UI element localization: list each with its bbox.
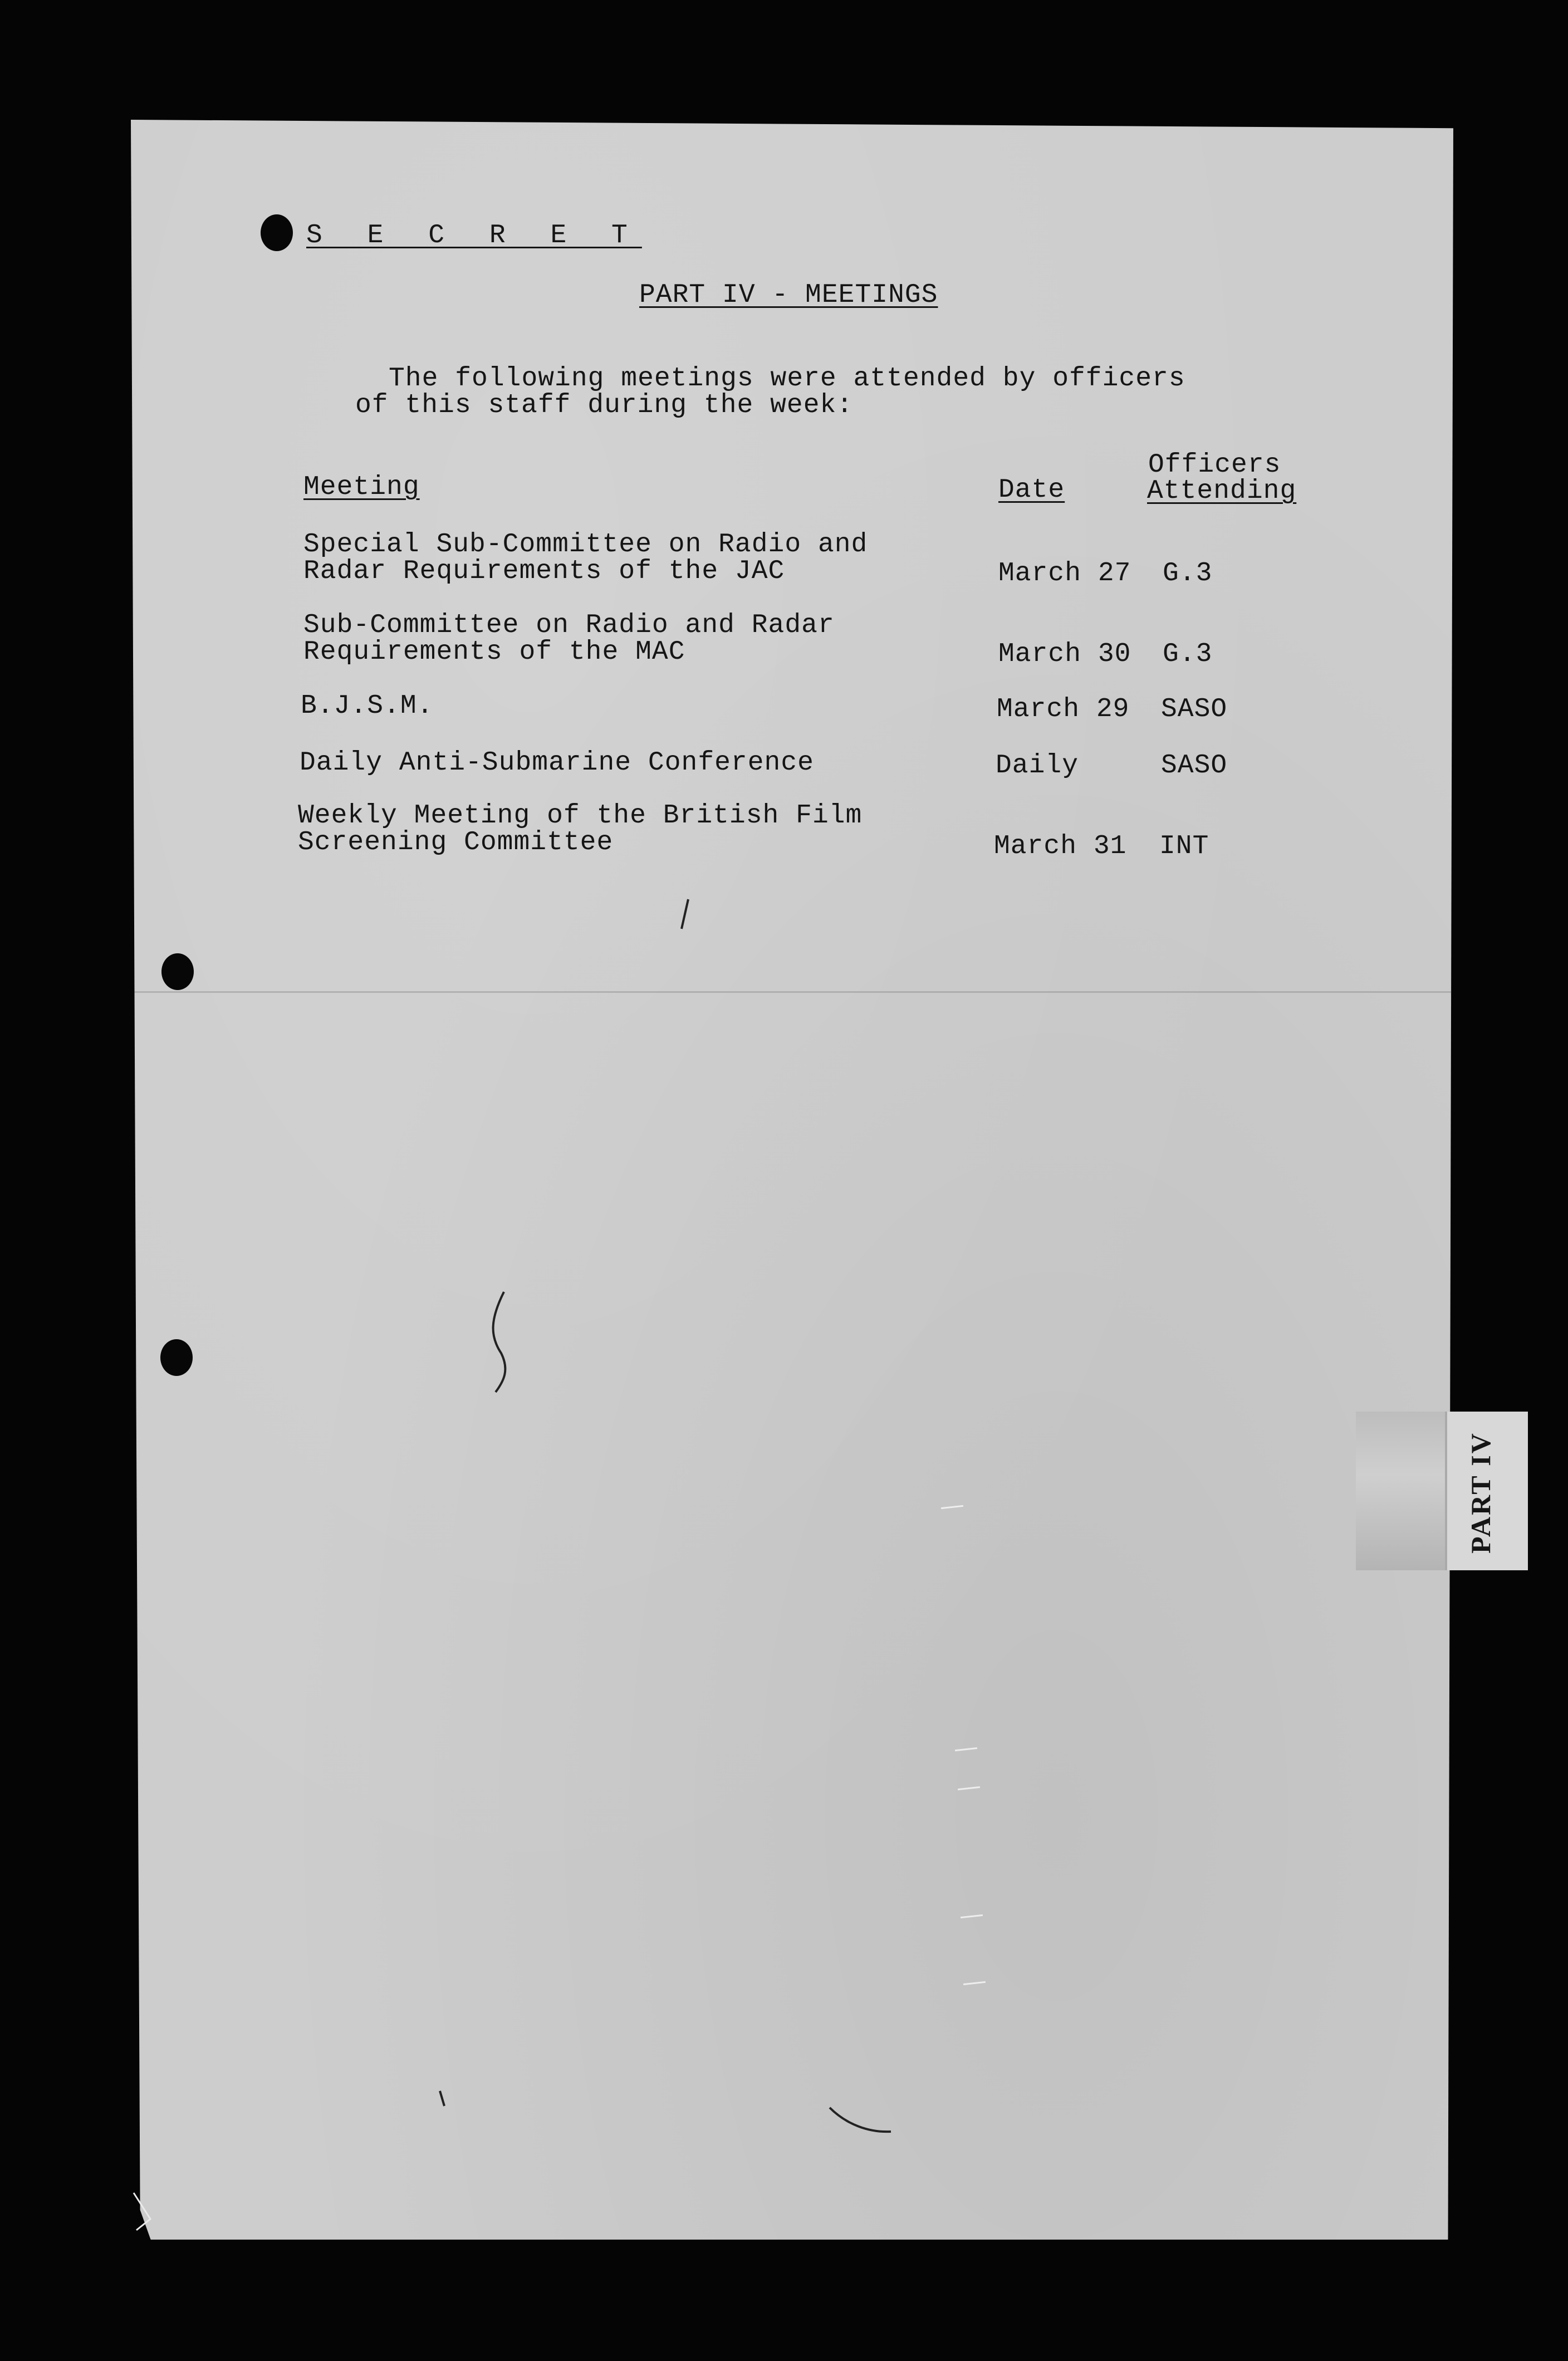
meeting-row-1-line2: Radar Requirements of the JAC <box>303 556 785 586</box>
officers-row-2: G.3 <box>1163 639 1213 669</box>
meeting-row-5-line2: Screening Committee <box>298 827 614 858</box>
meeting-row-5-line1: Weekly Meeting of the British Film <box>298 801 863 831</box>
divider-tab-base <box>1356 1412 1445 1570</box>
page-corner-fold <box>134 2193 150 2230</box>
officers-header-line2: Attending <box>1147 476 1297 506</box>
page-title: PART IV - MEETINGS <box>639 280 938 310</box>
pen-mark-squiggle <box>493 1292 506 1392</box>
meeting-row-2-line2: Requirements of the MAC <box>303 637 685 667</box>
intro-text-line2: of this staff during the week: <box>355 390 854 420</box>
meeting-row-1-line1: Special Sub-Committee on Radio and <box>303 530 868 560</box>
officers-row-4: SASO <box>1161 751 1228 781</box>
pen-mark-tick <box>440 2091 444 2106</box>
date-row-3: March 29 <box>997 694 1130 724</box>
divider-tab-label: PART IV <box>1465 1432 1496 1554</box>
date-row-1: March 27 <box>998 559 1131 589</box>
officers-row-3: SASO <box>1161 694 1228 724</box>
officers-header-line1: Officers <box>1148 450 1281 480</box>
pen-mark-slash <box>682 899 688 929</box>
classification-marking: S E C R E T <box>306 221 642 251</box>
meeting-header: Meeting <box>303 472 420 502</box>
meeting-row-3-line1: B.J.S.M. <box>301 691 434 721</box>
pen-mark-curve <box>830 2108 891 2132</box>
officers-row-5: INT <box>1159 831 1209 861</box>
officers-row-1: G.3 <box>1163 559 1213 589</box>
date-header: Date <box>998 475 1065 505</box>
date-row-5: March 31 <box>994 831 1127 861</box>
date-row-2: March 30 <box>998 639 1131 669</box>
meeting-row-4-line1: Daily Anti-Submarine Conference <box>300 748 814 778</box>
date-row-4: Daily <box>996 751 1079 781</box>
intro-text-line1: The following meetings were attended by officers <box>389 364 1185 394</box>
meeting-row-2-line1: Sub-Committee on Radio and Radar <box>303 610 835 640</box>
